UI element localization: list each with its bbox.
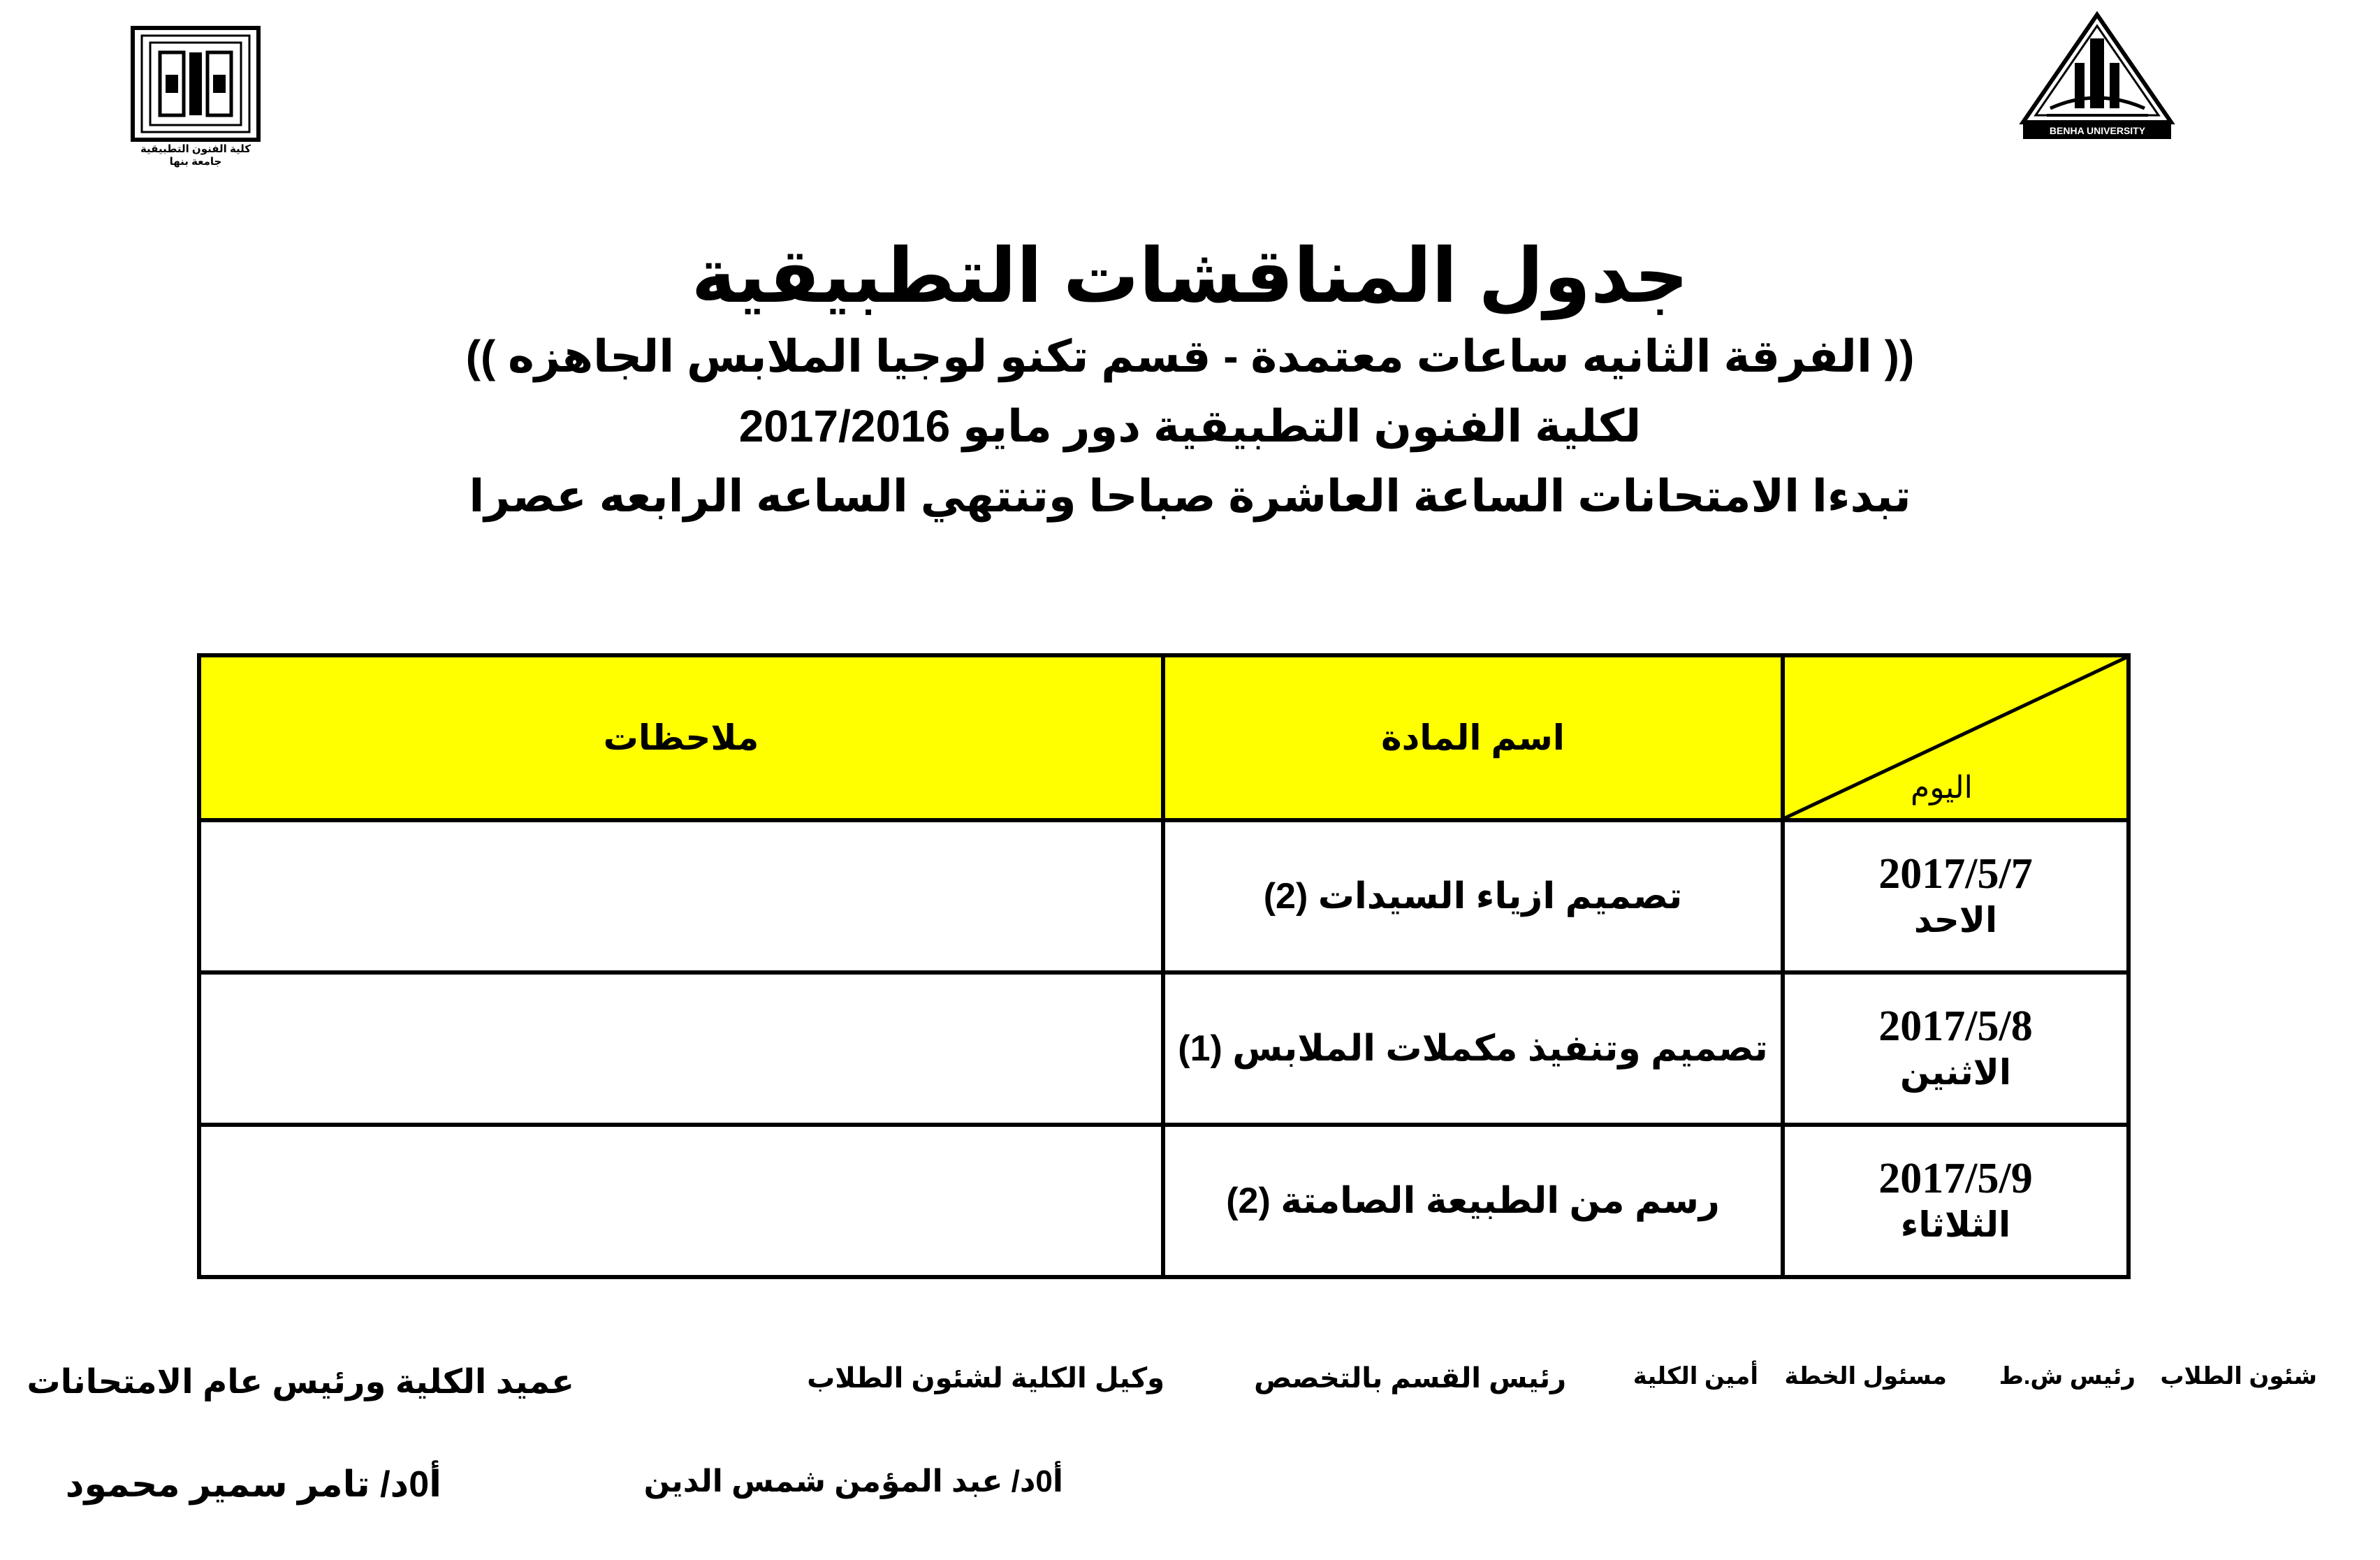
exam-date: 2017/5/7 bbox=[1878, 850, 2033, 898]
university-logo bbox=[2019, 10, 2176, 161]
sig-faculty-secretary: أمين الكلية bbox=[1633, 1363, 1758, 1390]
subject-cell: تصميم ازياء السيدات (2) bbox=[1163, 820, 1783, 972]
signatory-names bbox=[0, 1464, 2380, 1512]
sig-dept-head: رئيس القسم بالتخصص bbox=[1254, 1363, 1566, 1394]
header-subject-cell: اسم المادة bbox=[1163, 655, 1783, 820]
heading-line-2: لكلية الفنون التطبيقية دور مايو 2017/2016 bbox=[738, 401, 1642, 451]
notes-cell bbox=[199, 972, 1163, 1125]
exam-date: 2017/5/9 bbox=[1878, 1155, 2033, 1202]
exam-day: الاثنين bbox=[1900, 1053, 2011, 1092]
table-row bbox=[199, 972, 2129, 1125]
table-header-row bbox=[199, 655, 2129, 820]
header-day-label: اليوم bbox=[1911, 771, 1973, 805]
exam-date: 2017/5/8 bbox=[1878, 1003, 2033, 1050]
exam-day: الثلاثاء bbox=[1900, 1205, 2011, 1244]
faculty-logo-caption-1: كلية الفنون التطبيقية bbox=[140, 143, 251, 155]
subject-cell: رسم من الطبيعة الصامتة (2) bbox=[1163, 1125, 1783, 1277]
dean-name: أ0د/ تامر سمير محمود bbox=[65, 1464, 441, 1505]
university-logo-caption: BENHA UNIVERSITY bbox=[2049, 125, 2146, 136]
sig-dean: عميد الكلية ورئيس عام الامتحانات bbox=[27, 1364, 574, 1401]
faculty-logo-caption-2: جامعة بنها bbox=[169, 156, 222, 168]
date-cell bbox=[1783, 1125, 2129, 1277]
sig-plan-officer: مسئول الخطة bbox=[1784, 1363, 1947, 1390]
faculty-emblem-icon bbox=[129, 24, 262, 143]
heading-line-1: (( الفرقة الثانيه ساعات معتمدة - قسم تكنو لوجيا الملابس الجاهزه )) bbox=[465, 331, 1915, 381]
sig-head-sh-t: رئيس ش.ط bbox=[1999, 1363, 2136, 1390]
document-title: جدول المناقشات التطبيقية bbox=[691, 233, 1689, 318]
faculty-logo bbox=[129, 24, 262, 168]
document-heading bbox=[0, 231, 2380, 531]
table-row bbox=[199, 820, 2129, 972]
benha-university-emblem-icon bbox=[2019, 10, 2176, 161]
header-day-cell bbox=[1783, 655, 2129, 820]
date-cell bbox=[1783, 972, 2129, 1125]
exam-day: الاحد bbox=[1913, 901, 1998, 940]
sig-vice-dean: وكيل الكلية لشئون الطلاب bbox=[807, 1363, 1165, 1394]
notes-cell bbox=[199, 1125, 1163, 1277]
date-cell bbox=[1783, 820, 2129, 972]
schedule-table bbox=[197, 653, 2131, 1279]
table-row bbox=[199, 1125, 2129, 1277]
notes-cell bbox=[199, 820, 1163, 972]
vice-dean-name: أ0د/ عبد المؤمن شمس الدين bbox=[643, 1464, 1063, 1499]
header-notes-cell: ملاحظات bbox=[199, 655, 1163, 820]
subject-cell: تصميم وتنفيذ مكملات الملابس (1) bbox=[1163, 972, 1783, 1125]
heading-line-3: تبدءا الامتحانات الساعة العاشرة صباحا وتنتهي الساعه الرابعه عصرا bbox=[469, 471, 1911, 521]
sig-student-affairs: شئون الطلاب bbox=[2160, 1363, 2317, 1390]
signature-titles bbox=[27, 1362, 2317, 1404]
